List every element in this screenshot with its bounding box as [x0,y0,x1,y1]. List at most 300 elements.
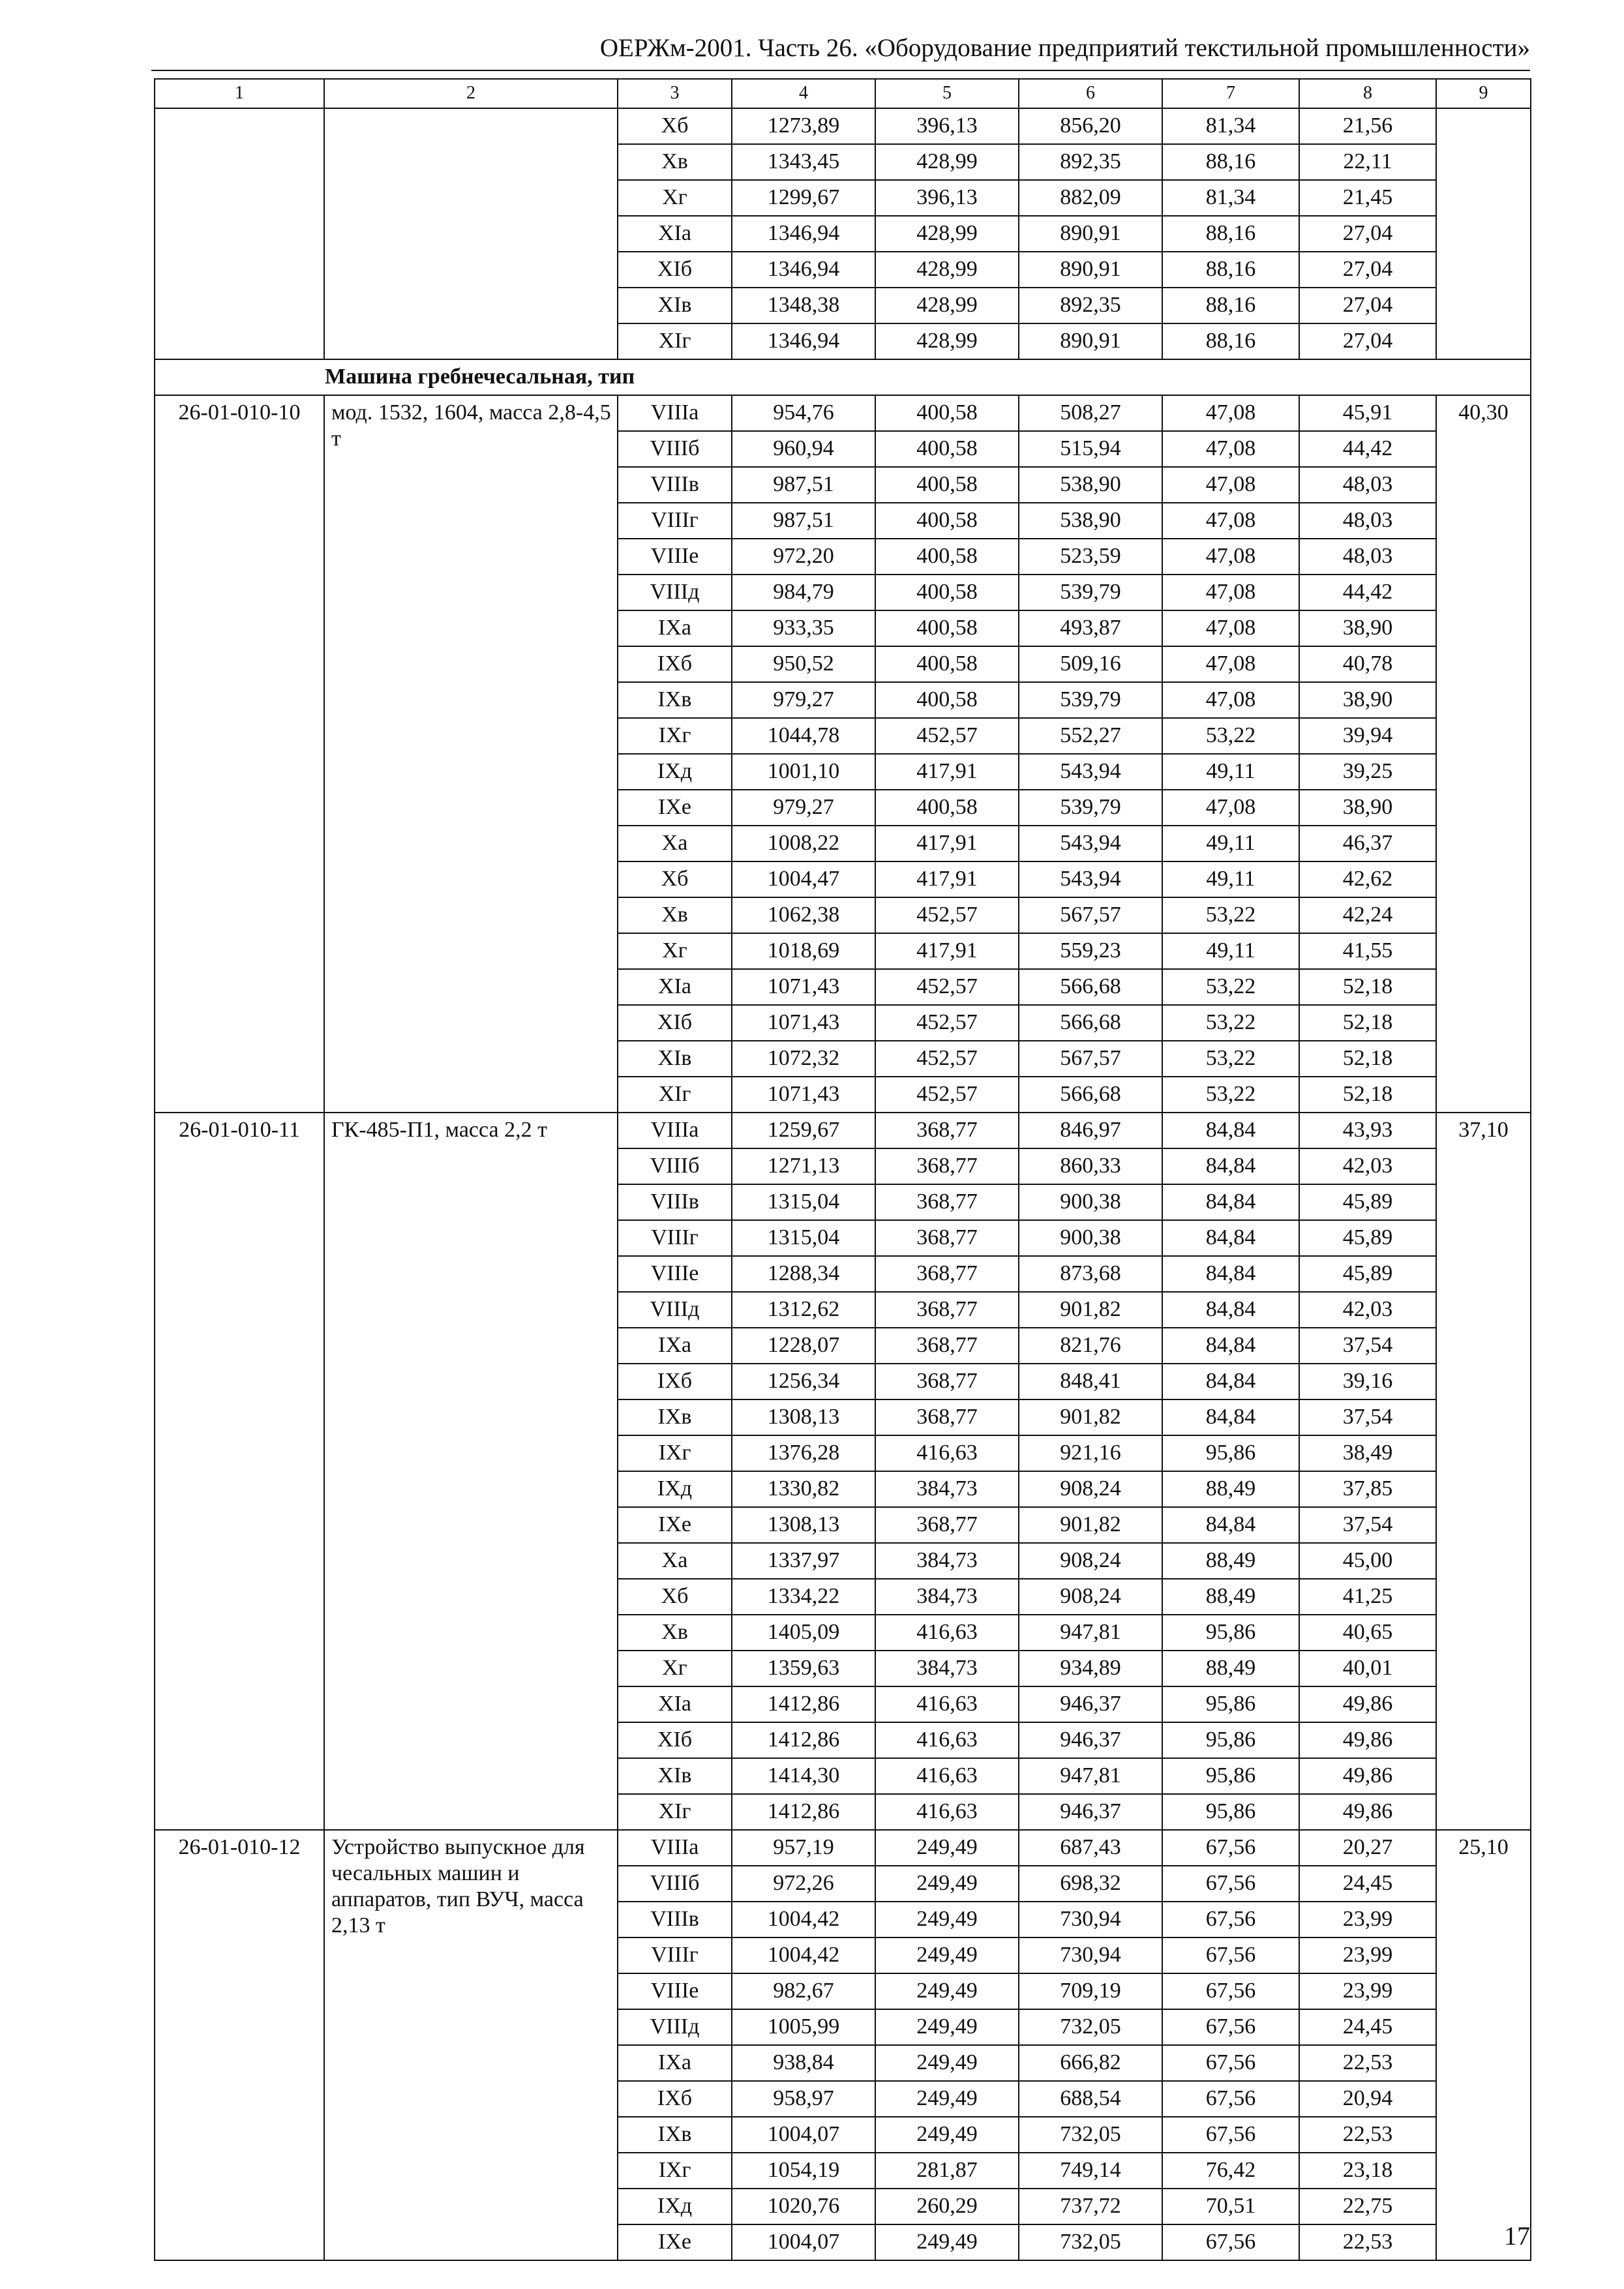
materials-cost-cell: 52,18 [1299,1005,1436,1041]
base-cost-cell: 1044,78 [732,718,875,754]
machine-cost-cell: 749,14 [1019,2153,1162,2189]
base-cost-cell: 958,97 [732,2081,875,2117]
labor-cost-cell: 384,73 [875,1543,1019,1579]
labor-cost-cell: 417,91 [875,826,1019,861]
machine-cost-cell: 908,24 [1019,1471,1162,1507]
col9-cell: 37,10 [1436,1113,1531,1830]
base-cost-cell: 1405,09 [732,1615,875,1651]
labor-cost-cell: 249,49 [875,2117,1019,2153]
region-cell: IXе [618,790,732,826]
labor-cost-cell: 417,91 [875,933,1019,969]
labor-cost-cell: 416,63 [875,1758,1019,1794]
operator-wage-cell: 67,56 [1162,2081,1299,2117]
labor-cost-cell: 452,57 [875,1077,1019,1113]
base-cost-cell: 1348,38 [732,288,875,323]
materials-cost-cell: 27,04 [1299,288,1436,323]
base-cost-cell: 979,27 [732,790,875,826]
machine-cost-cell: 666,82 [1019,2045,1162,2081]
operator-wage-cell: 53,22 [1162,897,1299,933]
region-cell: VIIIг [618,503,732,539]
region-cell: IXв [618,1399,732,1435]
labor-cost-cell: 396,13 [875,180,1019,216]
col9-cell [1436,108,1531,359]
base-cost-cell: 1004,07 [732,2117,875,2153]
materials-cost-cell: 23,99 [1299,1902,1436,1937]
materials-cost-cell: 27,04 [1299,323,1436,359]
machine-cost-cell: 730,94 [1019,1937,1162,1973]
column-number: 3 [618,79,732,108]
labor-cost-cell: 400,58 [875,467,1019,503]
labor-cost-cell: 249,49 [875,1902,1019,1937]
materials-cost-cell: 44,42 [1299,431,1436,467]
column-number: 9 [1436,79,1531,108]
operator-wage-cell: 47,08 [1162,790,1299,826]
operator-wage-cell: 84,84 [1162,1292,1299,1328]
labor-cost-cell: 400,58 [875,790,1019,826]
operator-wage-cell: 47,08 [1162,395,1299,431]
base-cost-cell: 987,51 [732,503,875,539]
labor-cost-cell: 428,99 [875,288,1019,323]
table-row [155,108,1531,144]
labor-cost-cell: 400,58 [875,646,1019,682]
labor-cost-cell: 452,57 [875,1005,1019,1041]
machine-cost-cell: 901,82 [1019,1507,1162,1543]
materials-cost-cell: 23,99 [1299,1973,1436,2009]
operator-wage-cell: 88,16 [1162,323,1299,359]
base-cost-cell: 1004,47 [732,861,875,897]
operator-wage-cell: 84,84 [1162,1184,1299,1220]
base-cost-cell: 1376,28 [732,1435,875,1471]
base-cost-cell: 1414,30 [732,1758,875,1794]
base-cost-cell: 982,67 [732,1973,875,2009]
region-cell: XIа [618,1686,732,1722]
labor-cost-cell: 416,63 [875,1615,1019,1651]
labor-cost-cell: 396,13 [875,108,1019,144]
labor-cost-cell: 452,57 [875,1041,1019,1077]
machine-cost-cell: 709,19 [1019,1973,1162,2009]
operator-wage-cell: 76,42 [1162,2153,1299,2189]
table-row [155,1113,1531,1148]
operator-wage-cell: 67,56 [1162,1830,1299,1866]
materials-cost-cell: 27,04 [1299,216,1436,252]
materials-cost-cell: 24,45 [1299,1866,1436,1902]
labor-cost-cell: 384,73 [875,1579,1019,1615]
machine-cost-cell: 543,94 [1019,826,1162,861]
region-cell: IXг [618,2153,732,2189]
operator-wage-cell: 88,49 [1162,1471,1299,1507]
labor-cost-cell: 384,73 [875,1651,1019,1686]
code-cell [155,108,324,359]
region-cell: Xа [618,826,732,861]
region-cell: VIIIа [618,1830,732,1866]
materials-cost-cell: 49,86 [1299,1686,1436,1722]
base-cost-cell: 1005,99 [732,2009,875,2045]
region-cell: Xг [618,180,732,216]
labor-cost-cell: 452,57 [875,897,1019,933]
base-cost-cell: 1018,69 [732,933,875,969]
labor-cost-cell: 249,49 [875,1830,1019,1866]
materials-cost-cell: 38,90 [1299,790,1436,826]
operator-wage-cell: 88,16 [1162,216,1299,252]
region-cell: VIIIа [618,1113,732,1148]
machine-cost-cell: 732,05 [1019,2224,1162,2260]
page-number: 17 [1504,2221,1530,2251]
machine-cost-cell: 892,35 [1019,288,1162,323]
base-cost-cell: 984,79 [732,575,875,610]
region-cell: Xв [618,144,732,180]
base-cost-cell: 1412,86 [732,1686,875,1722]
region-cell: Xв [618,1615,732,1651]
operator-wage-cell: 47,08 [1162,575,1299,610]
materials-cost-cell: 45,89 [1299,1256,1436,1292]
machine-cost-cell: 538,90 [1019,503,1162,539]
materials-cost-cell: 38,90 [1299,610,1436,646]
base-cost-cell: 1071,43 [732,1005,875,1041]
materials-cost-cell: 21,56 [1299,108,1436,144]
machine-cost-cell: 493,87 [1019,610,1162,646]
operator-wage-cell: 81,34 [1162,180,1299,216]
region-cell: Xб [618,108,732,144]
materials-cost-cell: 39,16 [1299,1364,1436,1399]
region-cell: IXд [618,754,732,790]
section-title: Машина гребнечесальная, тип [155,359,1531,395]
labor-cost-cell: 417,91 [875,754,1019,790]
materials-cost-cell: 20,27 [1299,1830,1436,1866]
operator-wage-cell: 53,22 [1162,969,1299,1005]
labor-cost-cell: 417,91 [875,861,1019,897]
materials-cost-cell: 49,86 [1299,1758,1436,1794]
base-cost-cell: 1346,94 [732,252,875,288]
rate-code: 26-01-010-12 [155,1830,324,2260]
labor-cost-cell: 368,77 [875,1184,1019,1220]
operator-wage-cell: 95,86 [1162,1722,1299,1758]
equipment-description: Устройство выпускное для чесальных машин и аппаратов, тип ВУЧ, масса 2,13 т [324,1830,618,2260]
materials-cost-cell: 48,03 [1299,467,1436,503]
base-cost-cell: 1001,10 [732,754,875,790]
rates-body [155,79,1531,2260]
machine-cost-cell: 552,27 [1019,718,1162,754]
materials-cost-cell: 41,25 [1299,1579,1436,1615]
base-cost-cell: 1412,86 [732,1794,875,1830]
materials-cost-cell: 37,54 [1299,1507,1436,1543]
operator-wage-cell: 67,56 [1162,1866,1299,1902]
base-cost-cell: 950,52 [732,646,875,682]
operator-wage-cell: 95,86 [1162,1435,1299,1471]
machine-cost-cell: 566,68 [1019,969,1162,1005]
base-cost-cell: 972,26 [732,1866,875,1902]
materials-cost-cell: 27,04 [1299,252,1436,288]
machine-cost-cell: 523,59 [1019,539,1162,575]
machine-cost-cell: 848,41 [1019,1364,1162,1399]
base-cost-cell: 1288,34 [732,1256,875,1292]
region-cell: IXб [618,646,732,682]
base-cost-cell: 1020,76 [732,2189,875,2224]
machine-cost-cell: 566,68 [1019,1077,1162,1113]
materials-cost-cell: 22,75 [1299,2189,1436,2224]
rate-code: 26-01-010-10 [155,395,324,1113]
base-cost-cell: 1315,04 [732,1184,875,1220]
rates-table [154,78,1531,2261]
operator-wage-cell: 95,86 [1162,1615,1299,1651]
operator-wage-cell: 67,56 [1162,1973,1299,2009]
materials-cost-cell: 22,53 [1299,2224,1436,2260]
materials-cost-cell: 23,18 [1299,2153,1436,2189]
materials-cost-cell: 42,24 [1299,897,1436,933]
materials-cost-cell: 44,42 [1299,575,1436,610]
column-number: 7 [1162,79,1299,108]
labor-cost-cell: 368,77 [875,1507,1019,1543]
base-cost-cell: 1312,62 [732,1292,875,1328]
operator-wage-cell: 53,22 [1162,1077,1299,1113]
column-number: 5 [875,79,1019,108]
operator-wage-cell: 84,84 [1162,1399,1299,1435]
labor-cost-cell: 416,63 [875,1794,1019,1830]
labor-cost-cell: 281,87 [875,2153,1019,2189]
labor-cost-cell: 249,49 [875,2045,1019,2081]
region-cell: Xа [618,1543,732,1579]
labor-cost-cell: 416,63 [875,1722,1019,1758]
operator-wage-cell: 67,56 [1162,2045,1299,2081]
operator-wage-cell: 81,34 [1162,108,1299,144]
operator-wage-cell: 47,08 [1162,646,1299,682]
materials-cost-cell: 37,54 [1299,1399,1436,1435]
labor-cost-cell: 249,49 [875,1866,1019,1902]
base-cost-cell: 954,76 [732,395,875,431]
region-cell: VIIIб [618,1148,732,1184]
operator-wage-cell: 84,84 [1162,1220,1299,1256]
machine-cost-cell: 515,94 [1019,431,1162,467]
machine-cost-cell: 901,82 [1019,1399,1162,1435]
region-cell: XIа [618,969,732,1005]
region-cell: IXб [618,1364,732,1399]
region-cell: VIIIе [618,539,732,575]
operator-wage-cell: 84,84 [1162,1364,1299,1399]
materials-cost-cell: 38,90 [1299,682,1436,718]
operator-wage-cell: 95,86 [1162,1794,1299,1830]
labor-cost-cell: 400,58 [875,682,1019,718]
materials-cost-cell: 41,55 [1299,933,1436,969]
materials-cost-cell: 49,86 [1299,1722,1436,1758]
machine-cost-cell: 698,32 [1019,1866,1162,1902]
labor-cost-cell: 452,57 [875,718,1019,754]
column-number: 8 [1299,79,1436,108]
machine-cost-cell: 732,05 [1019,2009,1162,2045]
base-cost-cell: 1412,86 [732,1722,875,1758]
machine-cost-cell: 946,37 [1019,1794,1162,1830]
operator-wage-cell: 53,22 [1162,718,1299,754]
labor-cost-cell: 249,49 [875,1973,1019,2009]
base-cost-cell: 1004,07 [732,2224,875,2260]
equipment-description: ГК-485-П1, масса 2,2 т [324,1113,618,1830]
region-cell: VIIIв [618,1902,732,1937]
region-cell: VIIIв [618,467,732,503]
materials-cost-cell: 22,53 [1299,2045,1436,2081]
operator-wage-cell: 95,86 [1162,1758,1299,1794]
materials-cost-cell: 21,45 [1299,180,1436,216]
labor-cost-cell: 368,77 [875,1113,1019,1148]
base-cost-cell: 1008,22 [732,826,875,861]
machine-cost-cell: 900,38 [1019,1220,1162,1256]
region-cell: VIIIд [618,1292,732,1328]
operator-wage-cell: 88,16 [1162,144,1299,180]
operator-wage-cell: 70,51 [1162,2189,1299,2224]
materials-cost-cell: 40,01 [1299,1651,1436,1686]
page-header [151,34,1530,71]
column-number: 6 [1019,79,1162,108]
region-cell: IXг [618,718,732,754]
machine-cost-cell: 538,90 [1019,467,1162,503]
operator-wage-cell: 47,08 [1162,503,1299,539]
base-cost-cell: 1337,97 [732,1543,875,1579]
labor-cost-cell: 400,58 [875,431,1019,467]
labor-cost-cell: 368,77 [875,1328,1019,1364]
materials-cost-cell: 45,91 [1299,395,1436,431]
operator-wage-cell: 47,08 [1162,610,1299,646]
materials-cost-cell: 48,03 [1299,539,1436,575]
document-title: ОЕРЖм-2001. Часть 26. «Оборудование предприятий текстильной промышленности» [599,34,1530,62]
base-cost-cell: 938,84 [732,2045,875,2081]
region-cell: IXд [618,1471,732,1507]
base-cost-cell: 1228,07 [732,1328,875,1364]
base-cost-cell: 1256,34 [732,1364,875,1399]
region-cell: VIIIд [618,575,732,610]
machine-cost-cell: 946,37 [1019,1686,1162,1722]
labor-cost-cell: 368,77 [875,1399,1019,1435]
machine-cost-cell: 508,27 [1019,395,1162,431]
region-cell: IXв [618,2117,732,2153]
labor-cost-cell: 249,49 [875,2081,1019,2117]
labor-cost-cell: 400,58 [875,395,1019,431]
labor-cost-cell: 368,77 [875,1292,1019,1328]
labor-cost-cell: 368,77 [875,1256,1019,1292]
labor-cost-cell: 416,63 [875,1435,1019,1471]
machine-cost-cell: 934,89 [1019,1651,1162,1686]
machine-cost-cell: 901,82 [1019,1292,1162,1328]
operator-wage-cell: 47,08 [1162,467,1299,503]
machine-cost-cell: 890,91 [1019,252,1162,288]
base-cost-cell: 1346,94 [732,323,875,359]
operator-wage-cell: 84,84 [1162,1256,1299,1292]
labor-cost-cell: 260,29 [875,2189,1019,2224]
machine-cost-cell: 730,94 [1019,1902,1162,1937]
region-cell: IXа [618,610,732,646]
labor-cost-cell: 400,58 [875,503,1019,539]
machine-cost-cell: 882,09 [1019,180,1162,216]
materials-cost-cell: 42,62 [1299,861,1436,897]
base-cost-cell: 1072,32 [732,1041,875,1077]
operator-wage-cell: 67,56 [1162,1902,1299,1937]
operator-wage-cell: 53,22 [1162,1041,1299,1077]
description-cell [324,108,618,359]
materials-cost-cell: 52,18 [1299,1041,1436,1077]
operator-wage-cell: 84,84 [1162,1328,1299,1364]
region-cell: VIIIб [618,1866,732,1902]
machine-cost-cell: 821,76 [1019,1328,1162,1364]
region-cell: IXб [618,2081,732,2117]
region-cell: VIIIв [618,1184,732,1220]
base-cost-cell: 1054,19 [732,2153,875,2189]
labor-cost-cell: 428,99 [875,323,1019,359]
operator-wage-cell: 67,56 [1162,1937,1299,1973]
machine-cost-cell: 509,16 [1019,646,1162,682]
region-cell: Xг [618,933,732,969]
machine-cost-cell: 539,79 [1019,790,1162,826]
labor-cost-cell: 368,77 [875,1364,1019,1399]
column-number: 1 [155,79,324,108]
machine-cost-cell: 566,68 [1019,1005,1162,1041]
region-cell: VIIIг [618,1220,732,1256]
machine-cost-cell: 846,97 [1019,1113,1162,1148]
base-cost-cell: 1346,94 [732,216,875,252]
operator-wage-cell: 47,08 [1162,682,1299,718]
materials-cost-cell: 38,49 [1299,1435,1436,1471]
machine-cost-cell: 688,54 [1019,2081,1162,2117]
operator-wage-cell: 53,22 [1162,1005,1299,1041]
base-cost-cell: 1330,82 [732,1471,875,1507]
operator-wage-cell: 49,11 [1162,933,1299,969]
materials-cost-cell: 22,11 [1299,144,1436,180]
machine-cost-cell: 921,16 [1019,1435,1162,1471]
base-cost-cell: 1062,38 [732,897,875,933]
operator-wage-cell: 49,11 [1162,754,1299,790]
region-cell: Xв [618,897,732,933]
labor-cost-cell: 368,77 [875,1148,1019,1184]
machine-cost-cell: 567,57 [1019,1041,1162,1077]
machine-cost-cell: 892,35 [1019,144,1162,180]
labor-cost-cell: 400,58 [875,539,1019,575]
materials-cost-cell: 52,18 [1299,969,1436,1005]
materials-cost-cell: 42,03 [1299,1148,1436,1184]
region-cell: XIг [618,1077,732,1113]
materials-cost-cell: 37,54 [1299,1328,1436,1364]
region-cell: XIа [618,216,732,252]
region-cell: IXг [618,1435,732,1471]
machine-cost-cell: 687,43 [1019,1830,1162,1866]
region-cell: Xб [618,861,732,897]
region-cell: VIIIб [618,431,732,467]
region-cell: IXд [618,2189,732,2224]
column-number: 4 [732,79,875,108]
machine-cost-cell: 732,05 [1019,2117,1162,2153]
region-cell: XIв [618,1041,732,1077]
region-cell: VIIIе [618,1973,732,2009]
operator-wage-cell: 88,49 [1162,1651,1299,1686]
materials-cost-cell: 22,53 [1299,2117,1436,2153]
operator-wage-cell: 88,16 [1162,252,1299,288]
region-cell: IXа [618,2045,732,2081]
labor-cost-cell: 428,99 [875,216,1019,252]
materials-cost-cell: 52,18 [1299,1077,1436,1113]
region-cell: XIб [618,252,732,288]
labor-cost-cell: 416,63 [875,1686,1019,1722]
materials-cost-cell: 45,89 [1299,1220,1436,1256]
materials-cost-cell: 40,65 [1299,1615,1436,1651]
base-cost-cell: 933,35 [732,610,875,646]
col9-cell: 25,10 [1436,1830,1531,2260]
table-row [155,1830,1531,1866]
materials-cost-cell: 39,25 [1299,754,1436,790]
region-cell: XIб [618,1005,732,1041]
operator-wage-cell: 47,08 [1162,431,1299,467]
base-cost-cell: 1004,42 [732,1937,875,1973]
region-cell: IXе [618,1507,732,1543]
machine-cost-cell: 539,79 [1019,575,1162,610]
machine-cost-cell: 737,72 [1019,2189,1162,2224]
region-cell: VIIIг [618,1937,732,1973]
operator-wage-cell: 88,16 [1162,288,1299,323]
machine-cost-cell: 543,94 [1019,754,1162,790]
column-number: 2 [324,79,618,108]
